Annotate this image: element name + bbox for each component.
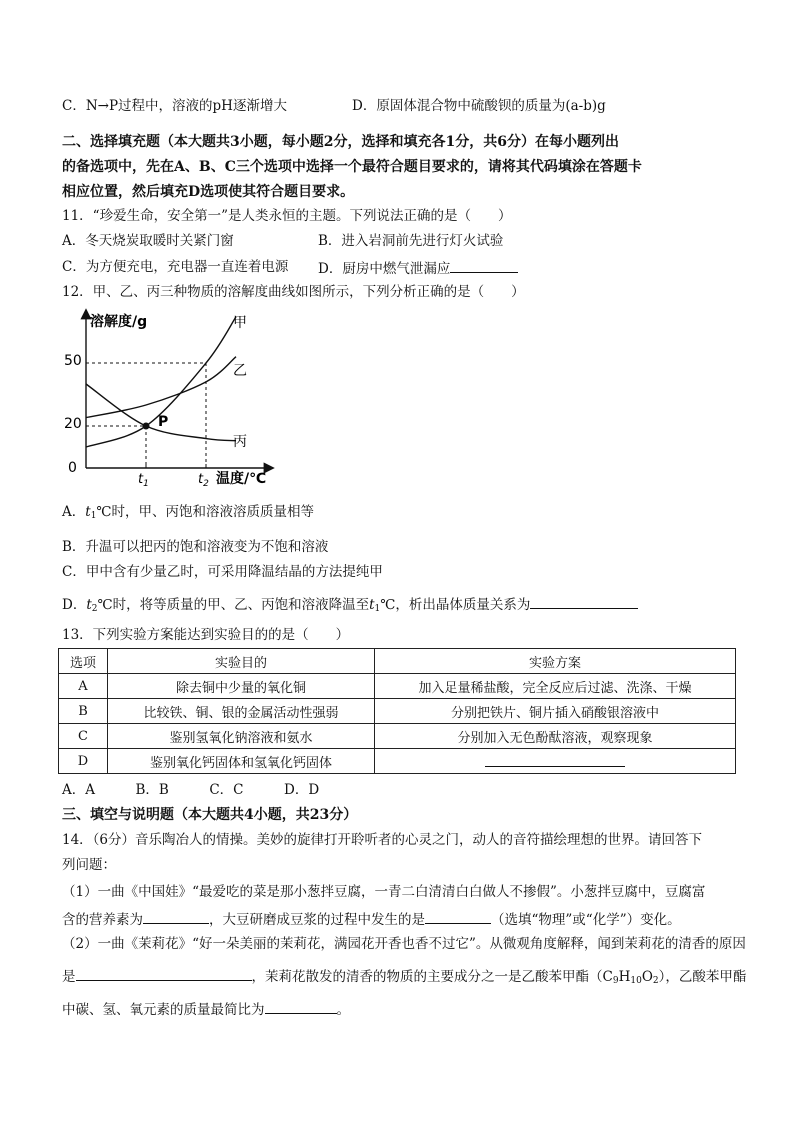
formula-sub: 10 [630, 976, 642, 986]
t1-tick-label: $t_1$ [138, 472, 149, 487]
q14-stem-line2: 列问题： [62, 857, 116, 873]
q14-p2-text-e: 。 [336, 1002, 350, 1018]
q12-d-t2: t [369, 597, 375, 613]
answer-blank[interactable] [485, 752, 625, 767]
q10-option-c: C．N→P过程中，溶液的pH逐渐增大 [62, 98, 287, 114]
answer-blank[interactable] [265, 999, 337, 1014]
point-p [143, 423, 150, 430]
q12-option-a [62, 503, 314, 525]
table-cell: 加入足量稀盐酸，完全反应后过滤、洗涤、干燥 [375, 674, 736, 699]
answer-blank[interactable] [425, 909, 491, 924]
q11-option-b: B．进入岩洞前先进行灯火试验 [318, 233, 504, 249]
q12-stem: 12．甲、乙、丙三种物质的溶解度曲线如图所示，下列分析正确的是（ ） [62, 284, 525, 300]
q14-part1-line1: （1）一曲《中国娃》“最爱吃的菜是那小葱拌豆腐，一青二白清清白白做人不掺假”。小葱拌豆腐中，豆腐富 [62, 884, 706, 900]
series-label-jia: 甲 [233, 315, 247, 331]
point-p-label: P [158, 414, 169, 430]
series-label-yi: 乙 [233, 363, 247, 379]
formula-sub: 2 [652, 976, 659, 986]
table-header-row [59, 649, 736, 674]
q11-option-a: A．冬天烧炭取暖时关紧门窗 [62, 233, 234, 249]
section2-heading-line3: 相应位置，然后填充D选项使其符合题目要求。 [62, 184, 355, 200]
table-row [59, 674, 736, 699]
q14-p1-text-b: ，大豆研磨成豆浆的过程中发生的是 [209, 912, 425, 928]
answer-blank[interactable] [530, 594, 638, 609]
y-tick-50: 50 [64, 353, 82, 369]
q10-option-d: D．原固体混合物中硫酸钡的质量为(a-b)g [352, 98, 606, 114]
table-row [59, 749, 736, 774]
series-curve-yi [86, 357, 236, 418]
q14-p1-text-c: （选填“物理”或“化学”）变化。 [491, 912, 681, 928]
q12-option-b: B．升温可以把丙的饱和溶液变为不饱和溶液 [62, 539, 329, 555]
table-cell: 鉴别氢氧化钠溶液和氨水 [108, 724, 375, 749]
q14-p2-text-d: 中碳、氢、氧元素的质量最简比为 [62, 1002, 265, 1018]
q12-a-prefix: A． [62, 504, 86, 520]
q12-a-t: t [85, 504, 91, 520]
solubility-chart [58, 305, 278, 487]
q11-option-c: C．为方便充电，充电器一直连着电源 [62, 259, 289, 275]
table-cell: 鉴别氧化钙固体和氢氧化钙固体 [108, 749, 375, 774]
table-cell: 分别加入无色酚酞溶液，观察现象 [375, 724, 736, 749]
table-cell: C [59, 724, 108, 749]
formula-h: H [618, 969, 631, 985]
series-label-bing: 丙 [233, 434, 247, 450]
experiment-table [58, 648, 736, 774]
table-cell-answer [375, 749, 736, 774]
table-cell: 比较铁、铜、银的金属活动性强弱 [108, 699, 375, 724]
q11-option-d [318, 258, 518, 278]
q12-a-text: ℃时，甲、丙饱和溶液溶质质量相等 [96, 504, 315, 520]
table-cell: A [59, 674, 108, 699]
table-header: 实验目的 [108, 649, 375, 674]
q14-p2-text-a: 是 [62, 969, 76, 985]
q13-stem: 13．下列实验方案能达到实验目的的是（ ） [62, 627, 350, 643]
q14-part2-line1: （2）一曲《茉莉花》“好一朵美丽的茉莉花，满园花开香也香不过它”。从微观角度解释，闻到茉莉花的清香的原因 [62, 936, 746, 952]
answer-blank[interactable] [76, 966, 252, 981]
formula-sub: 9 [612, 976, 619, 986]
q12-a-sub: 1 [90, 511, 97, 521]
q12-option-d [62, 594, 638, 618]
q12-d-prefix: D． [62, 597, 87, 613]
section2-heading-line1: 二、选择填充题（本大题共3小题，每小题2分，选择和填充各1分，共6分）在每小题列出 [62, 134, 619, 150]
table-cell: D [59, 749, 108, 774]
answer-blank[interactable] [143, 909, 209, 924]
formula-o: O [641, 969, 653, 985]
q14-stem-line1: 14．（6分）音乐陶冶人的情操。美妙的旋律打开聆听者的心灵之门，动人的音符描绘理想的世界。请回答下 [62, 832, 703, 848]
table-cell: 分别把铁片、铜片插入硝酸银溶液中 [375, 699, 736, 724]
y-tick-20: 20 [64, 416, 82, 432]
table-row [59, 724, 736, 749]
q14-part1-line2 [62, 909, 681, 929]
x-axis-label: 温度/℃ [216, 471, 267, 487]
q12-d-sub2: 1 [374, 604, 381, 614]
answer-blank[interactable] [450, 258, 518, 273]
t2-tick-label: $t_2$ [198, 472, 209, 487]
y-tick-0: 0 [68, 460, 77, 476]
q14-part2-line3 [62, 999, 350, 1019]
q14-p2-text-b: ，茉莉花散发的清香的物质的主要成分之一是乙酸苯甲酯（C [251, 969, 613, 985]
table-cell: 除去铜中少量的氧化铜 [108, 674, 375, 699]
q12-d-text: ℃，析出晶体质量关系为 [380, 597, 531, 613]
q14-part2-line2 [62, 966, 746, 990]
table-header: 选项 [59, 649, 108, 674]
q11-stem: 11．“珍爱生命，安全第一”是人类永恒的主题。下列说法正确的是（ ） [62, 208, 512, 224]
q14-p2-text-c: ），乙酸苯甲酯 [658, 969, 747, 985]
q12-d-mid: ℃时，将等质量的甲、乙、丙饱和溶液降温至 [97, 597, 370, 613]
q14-p1-text-a: 含的营养素为 [62, 912, 143, 928]
table-header: 实验方案 [375, 649, 736, 674]
q12-option-c: C．甲中含有少量乙时，可采用降温结晶的方法提纯甲 [62, 564, 383, 580]
q12-d-sub: 2 [91, 604, 98, 614]
section2-heading-line2: 的备选项中，先在A、B、C三个选项中选择一个最符合题目要求的，请将其代码填涂在答题卡 [62, 159, 642, 175]
y-axis-label: 溶解度/g [90, 314, 148, 330]
table-row [59, 699, 736, 724]
table-cell: B [59, 699, 108, 724]
q13-options: A．A B．B C．C D．D [62, 782, 320, 798]
q11-option-d-text: D．厨房中燃气泄漏应 [318, 261, 451, 277]
q12-d-t: t [86, 597, 92, 613]
section3-heading: 三、填空与说明题（本大题共4小题，共23分） [62, 807, 358, 823]
